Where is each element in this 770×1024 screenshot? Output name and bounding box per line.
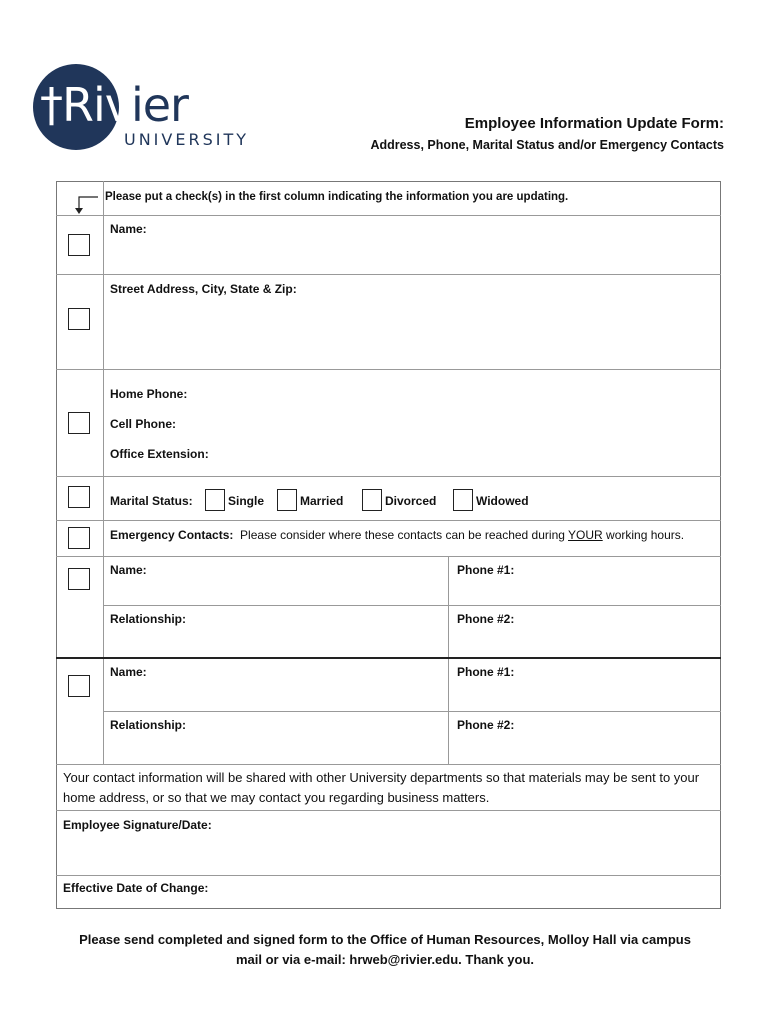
down-arrow-icon (70, 193, 100, 215)
contact2-phone1-label: Phone #1: (457, 665, 515, 679)
contact1-checkbox[interactable] (68, 568, 90, 590)
contact1-name-label: Name: (110, 563, 147, 577)
update-address-checkbox[interactable] (68, 308, 90, 330)
emergency-note-before: Please consider where these contacts can be reached during (240, 528, 569, 542)
marital-status-label: Marital Status: (110, 494, 193, 508)
home-phone-label: Home Phone: (110, 387, 188, 401)
emergency-label: Emergency Contacts: (110, 528, 234, 542)
row-divider (103, 711, 721, 712)
submission-instructions (40, 930, 730, 970)
single-label: Single (228, 494, 265, 508)
single-checkbox[interactable] (205, 489, 225, 511)
form-title: Employee Information Update Form: (464, 115, 724, 132)
contact-separator (56, 657, 721, 659)
instruction-text: Please put a check(s) in the first column indicating the information you are updating. (105, 191, 569, 203)
contact2-phone2-label: Phone #2: (457, 718, 515, 732)
effective-date-label: Effective Date of Change: (63, 881, 209, 895)
checkbox-column-divider (103, 181, 104, 764)
married-checkbox[interactable] (277, 489, 297, 511)
footer-line-1: Please send completed and signed form to the Office of Human Resources, Molloy Hall via campus (79, 932, 691, 947)
emergency-contacts-heading (110, 528, 684, 542)
footer-line-2: mail or via e-mail: hrweb@rivier.edu. Thank you. (235, 952, 535, 967)
signature-label: Employee Signature/Date: (63, 818, 212, 832)
emergency-note-emph: YOUR (568, 528, 603, 542)
divorced-label: Divorced (385, 494, 437, 508)
divorced-checkbox[interactable] (362, 489, 382, 511)
row-divider (56, 556, 721, 557)
row-divider (56, 215, 721, 216)
row-divider (56, 764, 721, 765)
row-divider (56, 875, 721, 876)
contact2-relationship-label: Relationship: (110, 718, 187, 732)
row-divider (56, 520, 721, 521)
widowed-checkbox[interactable] (453, 489, 473, 511)
cell-phone-label: Cell Phone: (110, 417, 177, 431)
update-marital-checkbox[interactable] (68, 486, 90, 508)
address-label: Street Address, City, State & Zip: (110, 282, 297, 296)
widowed-label: Widowed (476, 494, 529, 508)
contact1-relationship-label: Relationship: (110, 612, 187, 626)
contact1-phone2-label: Phone #2: (457, 612, 515, 626)
contact1-phone1-label: Phone #1: (457, 563, 515, 577)
logo-wordmark: †Rivier (40, 78, 188, 132)
contact2-name-label: Name: (110, 665, 147, 679)
married-label: Married (300, 494, 344, 508)
row-divider (56, 369, 721, 370)
update-phone-checkbox[interactable] (68, 412, 90, 434)
name-label: Name: (110, 222, 147, 236)
office-extension-label: Office Extension: (110, 447, 209, 461)
row-divider (56, 476, 721, 477)
privacy-note: Your contact information will be shared with other University departments so that materials may be sent to your home address, or so that we may contact you regarding business matters. (63, 770, 700, 805)
emergency-note-after: working hours. (602, 528, 685, 542)
update-name-checkbox[interactable] (68, 234, 90, 256)
row-divider (56, 274, 721, 275)
phone-column-divider (448, 556, 449, 764)
logo-subtitle: UNIVERSITY (124, 130, 249, 149)
row-divider (103, 605, 721, 606)
form-subtitle: Address, Phone, Marital Status and/or Emergency Contacts (370, 138, 724, 152)
update-emergency-checkbox[interactable] (68, 527, 90, 549)
contact2-checkbox[interactable] (68, 675, 90, 697)
row-divider (56, 810, 721, 811)
